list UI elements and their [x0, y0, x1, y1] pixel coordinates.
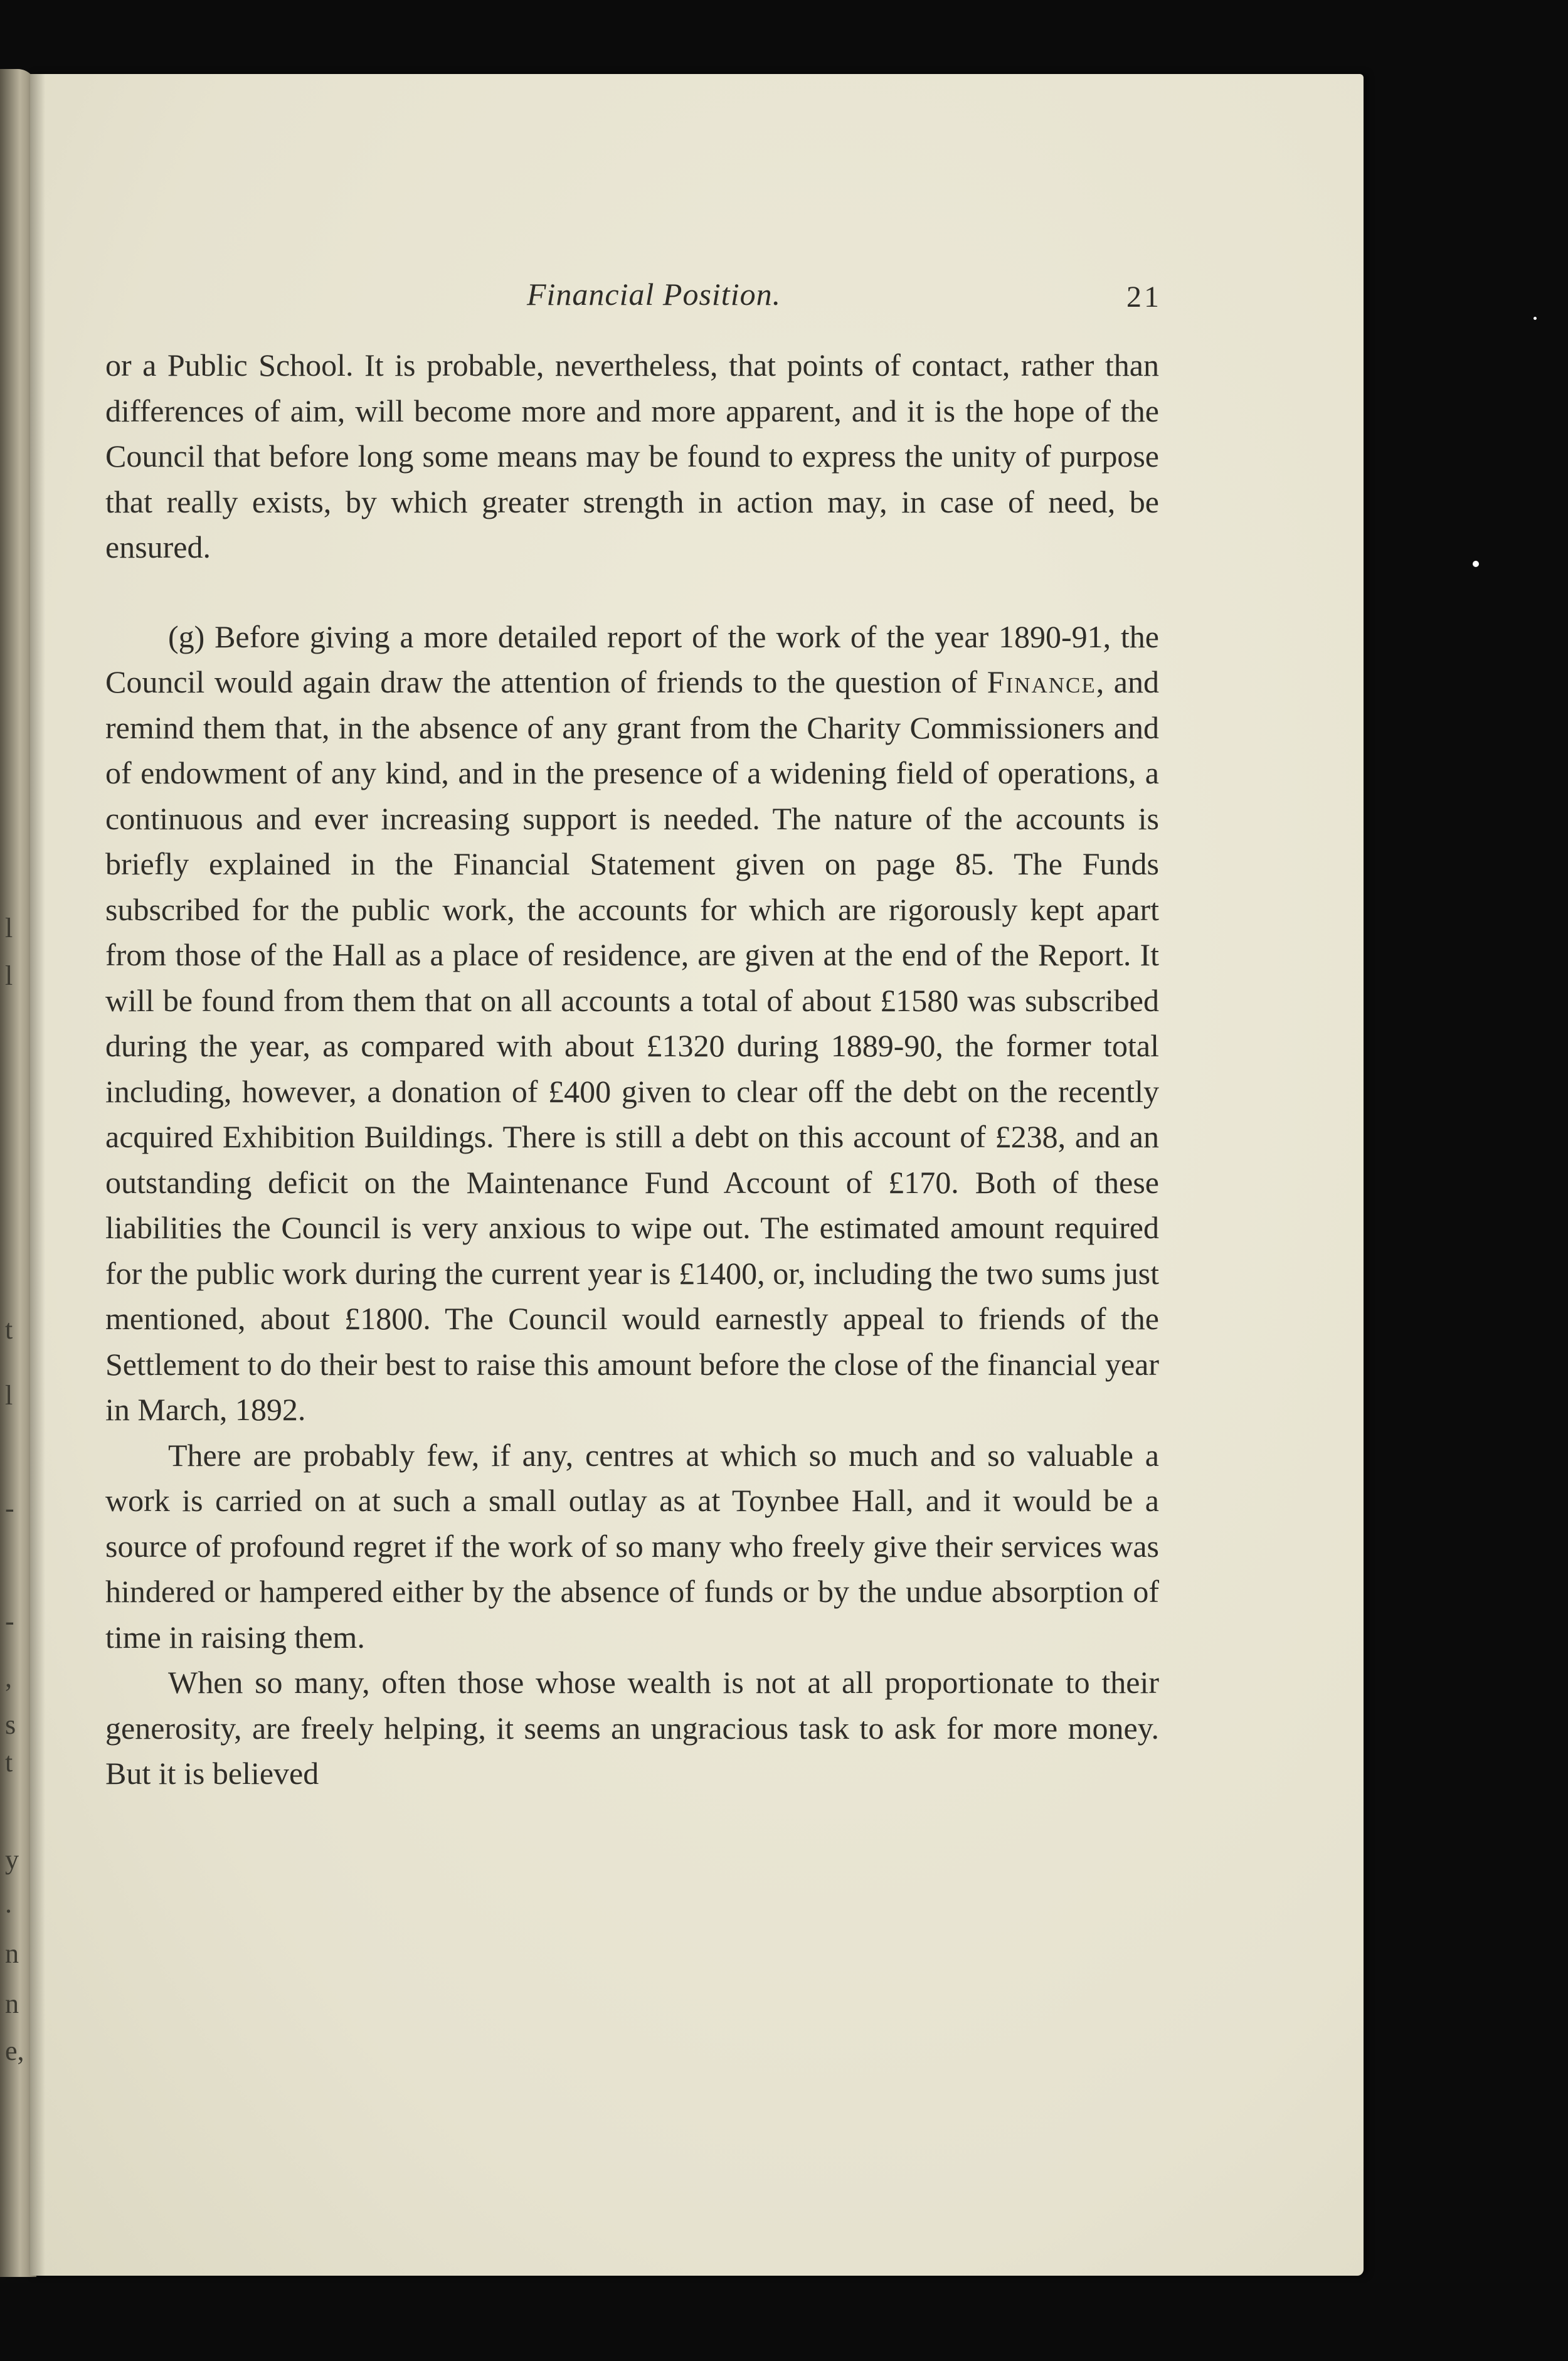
running-title: Financial Position.: [527, 277, 781, 312]
paragraph-toynbee: There are probably few, if any, centres at which so much and so valuable a work is carried on at such a small outlay as at Toynbee Hall, and it would be a source of profound regret if the work of so many who freely give their services was hindered or hampered either by the absence of funds or by the undue absorption of time in raising them.: [105, 1437, 1159, 1655]
page-gutter-shadow: [30, 74, 45, 2276]
dust-speck: [1473, 561, 1479, 567]
paragraph-continuation: or a Public School. It is probable, nevertheless, that points of contact, rather than differences of aim, will become more and more apparent, and it is the hope of the Council that before long some means may be found to express the unity of purpose that really exists, by which greater strength in action may, in case of need, be ensured.: [105, 348, 1159, 565]
book-page: [30, 74, 1364, 2276]
paragraph-finance: [105, 614, 1159, 1433]
paragraph-appeal: When so many, often those whose wealth is not at all proportionate to their generosity, are freely helping, it seems an ungracious task to ask for more money. But it is believed: [105, 1665, 1159, 1791]
body-text: [105, 342, 1159, 1796]
dust-speck: [1534, 317, 1537, 320]
page-header: [102, 276, 1162, 326]
page-number: 21: [1126, 280, 1162, 314]
paragraph-finance-lead: (g) Before giving a more detailed report of the work of the year 1890-91, the Council would again draw the attention of friends to the question of: [105, 618, 1159, 699]
paragraph-finance-rest: , and remind them that, in the absence of any grant from the Charity Commissioners and of endowment of any kind, and in the presence of a widening field of operations, a continuous and ever increasing support is needed. The nature of the accounts is briefly explained in the Financial Statement given on page 85. The Funds subscribed for the public work, the accounts for which are rigorously kept apart from those of the Hall as a place of residence, are given at the end of the Report. It will be found from them that on all accounts a total of about £1580 was subscribed during the year, as compared with about £1320 during 1889-90, the former total including, however, a donation of £400 given to clear off the debt on the recently acquired Exhibition Buildings. There is still a debt on this account of £238, and an outstanding deficit on the Maintenance Fund Account of £170. Both of these liabilities the Council is very anxious to wipe out. The estimated amount required for the public work during the current year is £1400, or, including the two sums just mentioned, about £1800. The Council would earnestly appeal to friends of the Settlement to do their best to raise this amount before the close of the financial year in March, 1892.: [105, 664, 1159, 1427]
finance-keyword: Finance: [987, 664, 1096, 699]
